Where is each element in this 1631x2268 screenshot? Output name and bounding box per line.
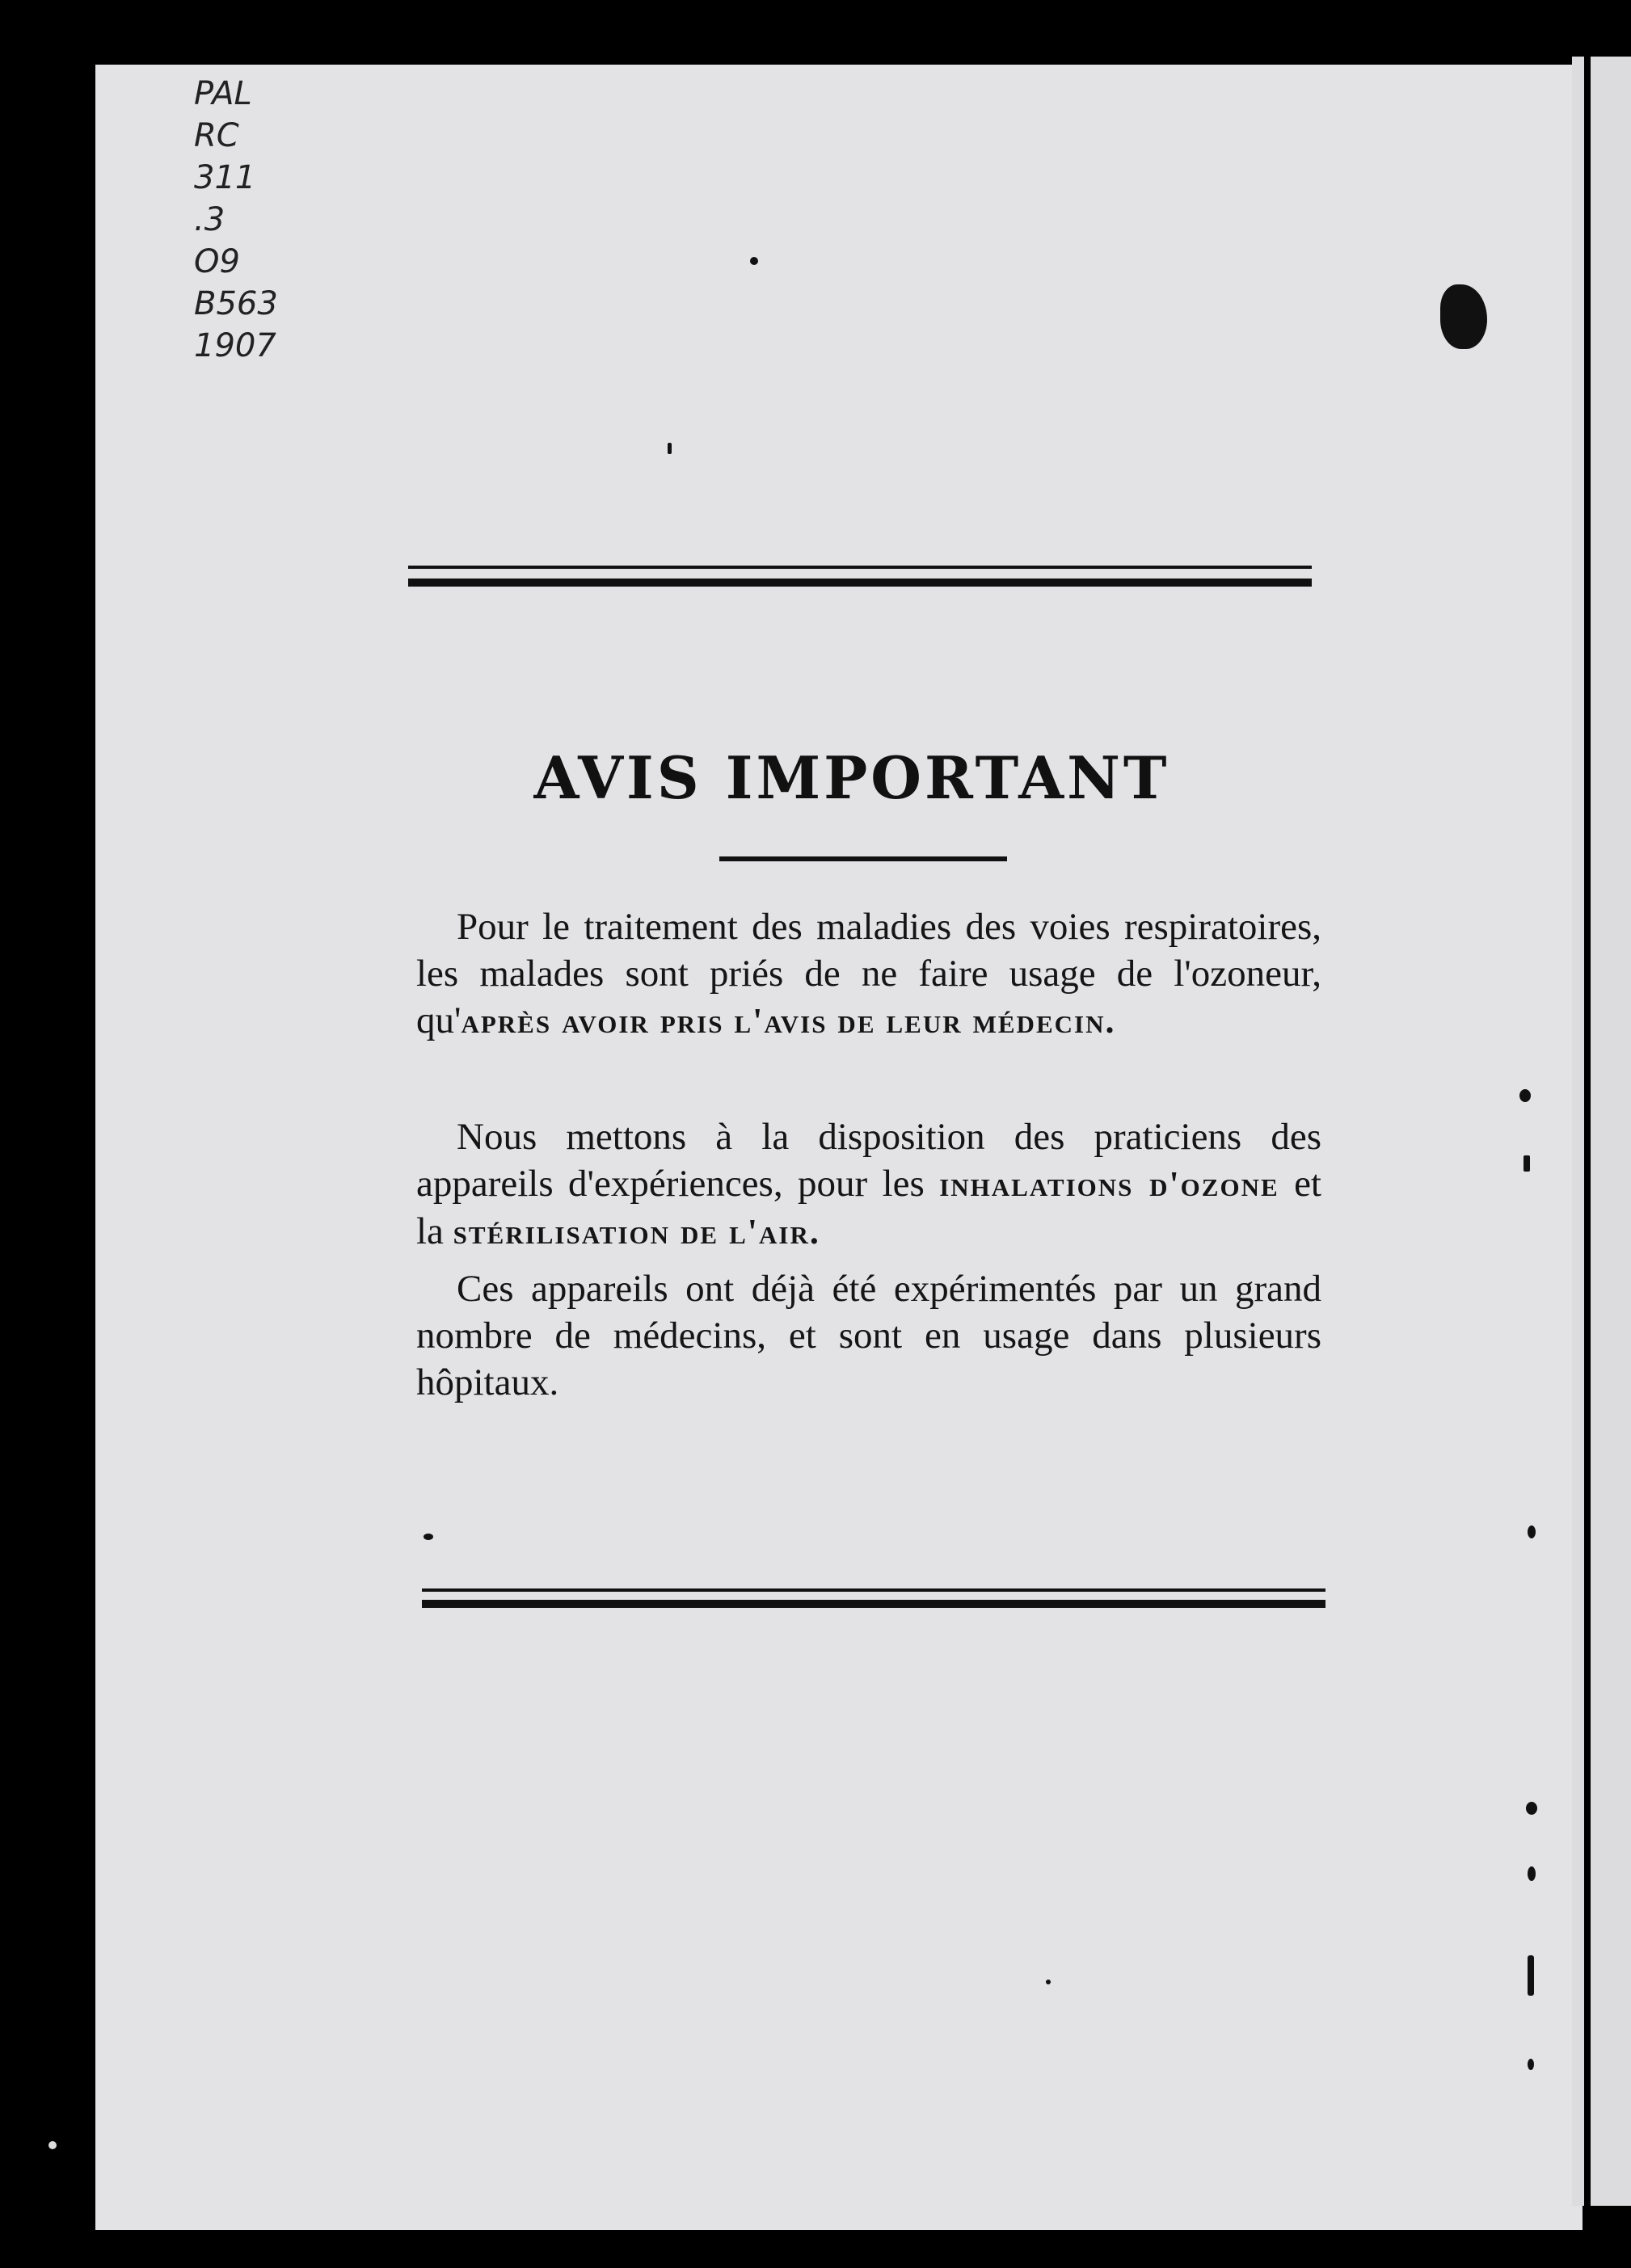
- scan-speck: [1528, 1955, 1534, 1996]
- scan-speck: [1519, 1089, 1531, 1102]
- scan-speck: [424, 1534, 433, 1540]
- catalog-line: B563: [194, 285, 278, 322]
- bottom-rule-thin: [422, 1588, 1325, 1592]
- paragraph-text: Nous mettons à la disposition des praticiens des appareils d'expériences, pour les: [416, 1116, 1321, 1205]
- notice-paragraph-2: [416, 1113, 1321, 1256]
- bottom-rule-thick: [422, 1600, 1325, 1608]
- paragraph-smallcaps: stérilisation de l'air.: [453, 1212, 820, 1252]
- notice-paragraph-1: [416, 903, 1321, 1045]
- notice-paragraph-3: [416, 1265, 1321, 1406]
- catalog-call-number: [194, 73, 278, 367]
- paragraph-smallcaps: après avoir pris l'avis de leur médecin.: [461, 1001, 1116, 1041]
- top-rule-thick: [408, 579, 1312, 587]
- scan-speck: [1528, 2059, 1534, 2070]
- title-underline: [719, 856, 1007, 861]
- scan-speck: [1528, 1525, 1536, 1538]
- catalog-line: 311: [194, 159, 256, 196]
- paragraph-text: et la: [416, 1163, 1321, 1252]
- scan-speck: [1046, 1980, 1051, 1984]
- scan-speck: [1526, 1802, 1537, 1815]
- top-rule-thin: [408, 566, 1312, 569]
- scan-speck: [1524, 1155, 1530, 1172]
- scan-speck: [48, 2141, 57, 2149]
- paragraph-text: Pour le traitement des maladies des voies respiratoires, les malades sont priés de ne faire usage de l'ozoneur, qu': [416, 906, 1321, 1041]
- adjacent-page-edge: [1572, 57, 1631, 2206]
- scan-speck: [1528, 1866, 1536, 1881]
- catalog-line: PAL: [194, 75, 252, 112]
- notice-title: AVIS IMPORTANT: [533, 743, 1170, 812]
- catalog-line: O9: [194, 243, 240, 280]
- catalog-line: 1907: [194, 327, 276, 364]
- page-gutter: [1584, 0, 1591, 2268]
- scan-speck: [668, 443, 672, 454]
- paragraph-text: Ces appareils ont déjà été expérimentés par un grand nombre de médecins, et sont en usage dans plusieurs hôpitaux.: [416, 1268, 1321, 1403]
- catalog-line: .3: [194, 201, 225, 238]
- scan-speck: [750, 257, 758, 265]
- paragraph-smallcaps: inhalations d'ozone: [939, 1164, 1279, 1204]
- catalog-line: RC: [194, 117, 239, 154]
